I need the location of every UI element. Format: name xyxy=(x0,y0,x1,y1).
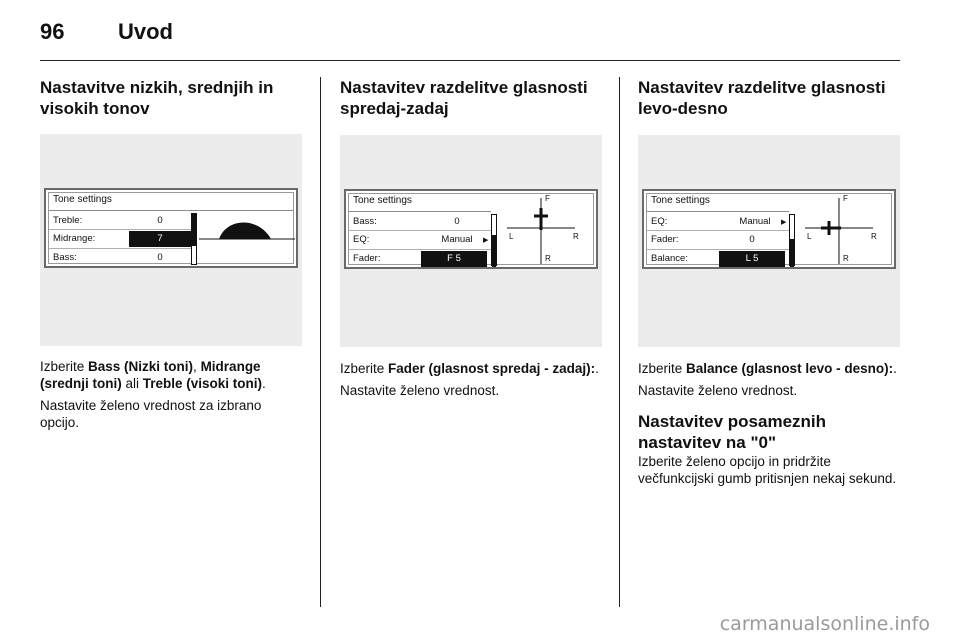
row-rule xyxy=(647,230,789,231)
section-heading: Nastavitve nizkih, srednjih in visokih tonov xyxy=(40,78,274,118)
row-label-fader: Fader: xyxy=(353,253,381,264)
eq-curve-graph xyxy=(199,211,295,267)
row-value-balance: L 5 xyxy=(719,251,785,267)
bold-term: Midrange (srednji toni) xyxy=(40,359,261,391)
tone-settings-panel xyxy=(642,189,896,269)
column-fader xyxy=(340,77,602,399)
scroll-thumb xyxy=(790,239,794,267)
scrollbar xyxy=(191,213,197,265)
text: , xyxy=(193,359,201,374)
screen-figure xyxy=(340,135,602,347)
column-tone-settings xyxy=(40,77,302,431)
axis-label-rear: R xyxy=(843,254,849,263)
instruction-set: Nastavite želeno vrednost. xyxy=(340,383,500,398)
axis-label-left: L xyxy=(807,232,812,241)
text: . xyxy=(893,361,897,376)
row-label-treble: Treble: xyxy=(53,215,83,226)
instruction-set: Nastavite želeno vrednost za izbrano opcijo. xyxy=(40,398,262,430)
row-label-bass: Bass: xyxy=(53,252,77,263)
row-value-eq: Manual xyxy=(739,216,771,227)
axis-label-left: L xyxy=(509,232,514,241)
row-value-fader: 0 xyxy=(749,234,755,245)
row-value-fader: F 5 xyxy=(421,251,487,267)
row-rule xyxy=(349,249,491,250)
text: Izberite xyxy=(340,361,389,376)
row-label-bass: Bass: xyxy=(353,216,377,227)
bold-term: Balance (glasnost levo - desno): xyxy=(686,361,894,376)
row-value-bass: 0 xyxy=(454,216,460,227)
text: Izberite xyxy=(638,361,687,376)
reset-subheading: Nastavitev posameznih nastavitev na "0" xyxy=(638,412,827,452)
row-label-midrange: Midrange: xyxy=(53,233,96,244)
screen-figure xyxy=(638,135,900,347)
bold-term: Fader (glasnost spredaj - zadaj): xyxy=(388,361,596,376)
text: . xyxy=(595,361,599,376)
column-divider-2 xyxy=(619,77,620,607)
page-number: 96 xyxy=(40,19,65,44)
scrollbar xyxy=(491,214,497,266)
instruction-set: Nastavite želeno vrednost. xyxy=(638,383,798,398)
row-value-treble: 0 xyxy=(157,215,163,226)
panel-title: Tone settings xyxy=(53,194,112,205)
arrow-right-icon: ▶ xyxy=(781,219,787,226)
row-rule xyxy=(49,229,191,230)
panel-frame xyxy=(646,193,892,265)
arrow-right-icon: ▶ xyxy=(483,237,489,244)
instruction-select xyxy=(40,358,302,392)
row-value-eq: Manual xyxy=(441,234,473,245)
row-label-fader: Fader: xyxy=(651,234,679,245)
bold-term: Treble (visoki toni) xyxy=(142,376,263,391)
instruction-select xyxy=(638,360,900,377)
scroll-thumb xyxy=(192,214,196,246)
tone-settings-panel xyxy=(44,188,298,268)
row-label-eq: EQ: xyxy=(651,216,668,227)
row-rule xyxy=(49,248,191,249)
page-title: Uvod xyxy=(118,19,173,44)
watermark: carmanualsonline.info xyxy=(719,613,930,635)
panel-title: Tone settings xyxy=(353,195,412,206)
column-divider-1 xyxy=(320,77,321,607)
axis-label-right: R xyxy=(871,232,877,241)
instructions xyxy=(340,360,602,399)
instructions xyxy=(638,360,900,487)
header-rule xyxy=(40,60,900,61)
instruction-reset: Izberite želeno opcijo in pridržite večfunkcijski gumb pritisnjen nekaj sekund. xyxy=(638,454,897,486)
panel-title-rule xyxy=(647,211,789,212)
row-label-eq: EQ: xyxy=(353,234,370,245)
row-rule xyxy=(647,249,789,250)
scroll-thumb xyxy=(492,235,496,267)
panel-frame xyxy=(348,193,594,265)
row-label-balance: Balance: xyxy=(651,253,688,264)
panel-title-rule xyxy=(349,211,491,212)
section-heading: Nastavitev razdelitve glasnosti spredaj-zadaj xyxy=(340,78,588,118)
row-rule xyxy=(349,230,491,231)
text: . xyxy=(262,376,266,391)
text: Izberite xyxy=(40,359,89,374)
instruction-select xyxy=(340,360,602,377)
column-balance xyxy=(638,77,900,487)
panel-title: Tone settings xyxy=(651,195,710,206)
axis-label-rear: R xyxy=(545,254,551,263)
text: ali xyxy=(121,376,143,391)
instructions xyxy=(40,358,302,431)
row-value-midrange: 7 xyxy=(129,231,191,247)
panel-frame xyxy=(48,192,294,264)
axis-label-front: F xyxy=(843,194,848,203)
screen-figure xyxy=(40,134,302,346)
bold-term: Bass (Nizki toni) xyxy=(88,359,194,374)
row-value-bass: 0 xyxy=(157,252,163,263)
tone-settings-panel xyxy=(344,189,598,269)
scrollbar xyxy=(789,214,795,266)
section-heading: Nastavitev razdelitve glasnosti levo-desno xyxy=(638,78,886,118)
axis-label-right: R xyxy=(573,232,579,241)
axis-label-front: F xyxy=(545,194,550,203)
